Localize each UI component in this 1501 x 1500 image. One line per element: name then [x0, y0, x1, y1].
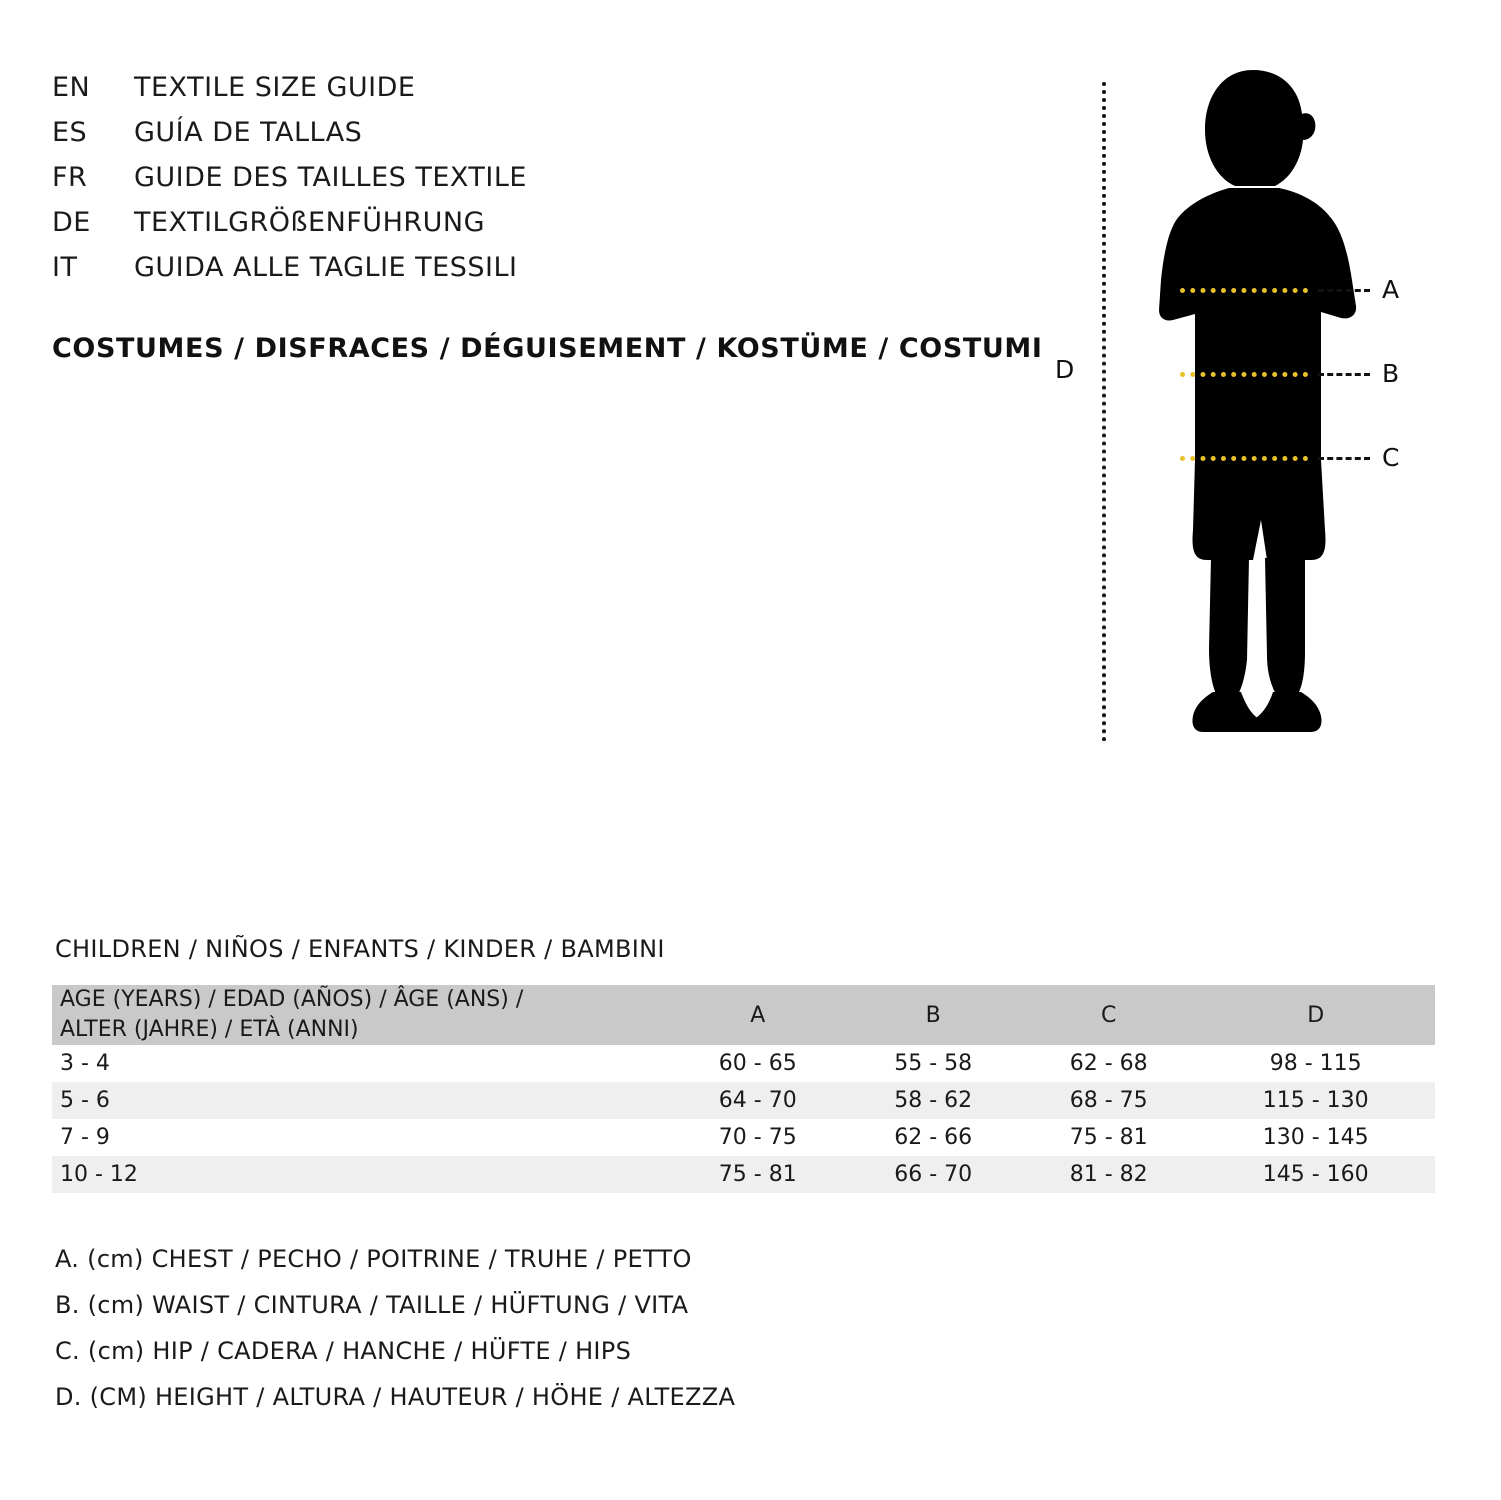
column-header-c: C	[1021, 985, 1196, 1045]
costumes-subtitle: COSTUMES / DISFRACES / DÉGUISEMENT / KOSTÜME / COSTUMI	[52, 333, 1043, 364]
column-header-age-line2: ALTER (JAHRE) / ETÀ (ANNI)	[60, 1017, 359, 1042]
measure-line-b	[1180, 372, 1308, 377]
cell-b: 55 - 58	[845, 1045, 1020, 1082]
cell-age: 7 - 9	[52, 1119, 670, 1156]
cell-c: 81 - 82	[1021, 1156, 1196, 1193]
language-text-fr: GUIDE DES TAILLES TEXTILE	[134, 162, 527, 193]
legend-item-a: A. (cm) CHEST / PECHO / POITRINE / TRUHE / PETTO	[55, 1245, 692, 1273]
language-row-de	[52, 207, 1032, 252]
cell-d: 98 - 115	[1196, 1045, 1435, 1082]
table-row	[52, 1156, 1435, 1193]
measure-line-a	[1180, 288, 1308, 293]
cell-c: 62 - 68	[1021, 1045, 1196, 1082]
size-figure	[1030, 60, 1470, 760]
legend-item-d: D. (CM) HEIGHT / ALTURA / HAUTEUR / HÖHE / ALTEZZA	[55, 1383, 736, 1411]
cell-b: 62 - 66	[845, 1119, 1020, 1156]
language-row-en	[52, 72, 1032, 117]
column-header-age-line1: AGE (YEARS) / EDAD (AÑOS) / ÂGE (ANS) /	[60, 987, 524, 1012]
legend-item-c: C. (cm) HIP / CADERA / HANCHE / HÜFTE / HIPS	[55, 1337, 632, 1365]
table-caption: CHILDREN / NIÑOS / ENFANTS / KINDER / BAMBINI	[55, 935, 665, 963]
leader-line-b	[1318, 373, 1370, 376]
column-header-b: B	[845, 985, 1020, 1045]
measure-label-c: C	[1382, 443, 1400, 472]
child-silhouette-icon	[1125, 60, 1385, 740]
table-row	[52, 1045, 1435, 1082]
language-header-block	[52, 72, 1032, 297]
language-row-fr	[52, 162, 1032, 207]
leader-line-c	[1318, 457, 1370, 460]
size-table	[52, 985, 1435, 1193]
column-header-d: D	[1196, 985, 1435, 1045]
cell-d: 115 - 130	[1196, 1082, 1435, 1119]
measurement-legend	[55, 1245, 1055, 1429]
cell-d: 130 - 145	[1196, 1119, 1435, 1156]
measure-line-c	[1180, 456, 1308, 461]
cell-d: 145 - 160	[1196, 1156, 1435, 1193]
cell-a: 75 - 81	[670, 1156, 845, 1193]
column-header-age	[52, 985, 670, 1045]
cell-age: 5 - 6	[52, 1082, 670, 1119]
language-code-en: EN	[52, 72, 91, 103]
cell-age: 10 - 12	[52, 1156, 670, 1193]
table-header-row	[52, 985, 1435, 1045]
cell-b: 58 - 62	[845, 1082, 1020, 1119]
leader-line-a	[1318, 289, 1370, 292]
column-header-a: A	[670, 985, 845, 1045]
cell-a: 64 - 70	[670, 1082, 845, 1119]
table-row	[52, 1119, 1435, 1156]
cell-a: 70 - 75	[670, 1119, 845, 1156]
legend-item-b: B. (cm) WAIST / CINTURA / TAILLE / HÜFTUNG / VITA	[55, 1291, 689, 1319]
measure-label-a: A	[1382, 275, 1400, 304]
language-code-es: ES	[52, 117, 88, 148]
height-label-d: D	[1055, 355, 1075, 384]
cell-b: 66 - 70	[845, 1156, 1020, 1193]
measure-label-b: B	[1382, 359, 1400, 388]
language-text-es: GUÍA DE TALLAS	[134, 117, 363, 148]
language-code-it: IT	[52, 252, 78, 283]
language-text-de: TEXTILGRÖßENFÜHRUNG	[134, 207, 486, 238]
language-text-en: TEXTILE SIZE GUIDE	[134, 72, 416, 103]
height-dotted-line	[1102, 82, 1106, 742]
language-code-de: DE	[52, 207, 91, 238]
language-text-it: GUIDA ALLE TAGLIE TESSILI	[134, 252, 518, 283]
table-row	[52, 1082, 1435, 1119]
language-code-fr: FR	[52, 162, 88, 193]
language-row-es	[52, 117, 1032, 162]
language-row-it	[52, 252, 1032, 297]
cell-age: 3 - 4	[52, 1045, 670, 1082]
cell-c: 75 - 81	[1021, 1119, 1196, 1156]
cell-c: 68 - 75	[1021, 1082, 1196, 1119]
cell-a: 60 - 65	[670, 1045, 845, 1082]
